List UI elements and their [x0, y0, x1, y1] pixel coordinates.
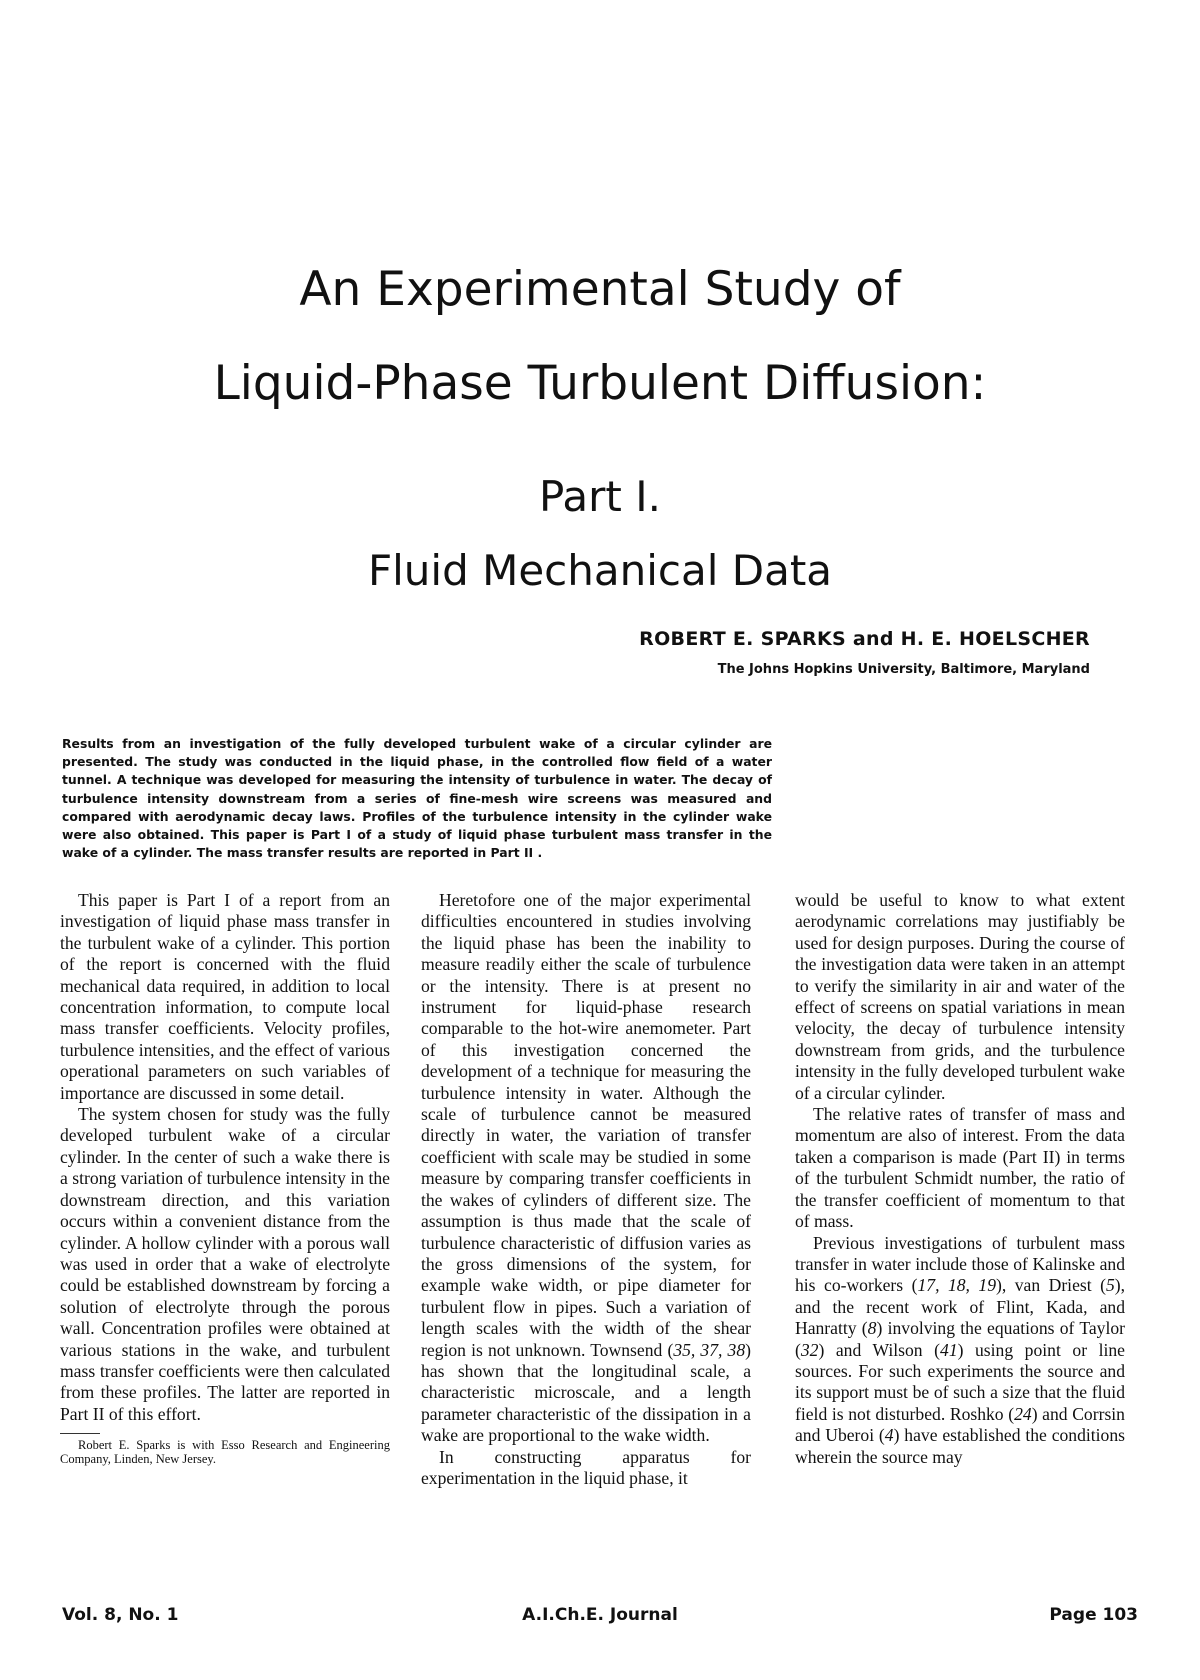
- column-3: [795, 890, 1125, 1468]
- affiliation: The Johns Hopkins University, Baltimore, Maryland: [717, 662, 1090, 677]
- abstract: Results from an investigation of the fully developed turbulent wake of a circular cylinder are presented. The study was conducted in the liquid phase, in the controlled flow field of a water tunnel. A technique was developed for measuring the intensity of turbulence in water. The decay of turbulence intensity downstream from a series of fine-mesh wire screens was measured and compared with aerodynamic decay laws. Profiles of the turbulence intensity in the cylinder wake were also obtained. This paper is Part I of a study of liquid phase turbulent mass transfer in the wake of a cylinder. The mass transfer results are reported in Part II .: [62, 736, 772, 861]
- reference: 24: [1014, 1403, 1032, 1424]
- reference: 32: [800, 1339, 819, 1360]
- reference: 8: [867, 1318, 877, 1339]
- paragraph: would be useful to know to what extent aerodynamic correlations may justifiably be used for design purposes. During the course of the investigation data were taken in an attempt to verify the similarity in air and water of the effect of screens on spatial variations in mean velocity, the decay of turbulence intensity downstream from grids, and the turbulence intensity in the fully developed turbulent wake of a circular cylinder.: [795, 890, 1125, 1103]
- text-run: ), and the recent work of Flint, Kada, and Hanratty (: [795, 1275, 1126, 1339]
- authors: ROBERT E. SPARKS and H. E. HOELSCHER: [639, 628, 1090, 650]
- column-2: [421, 890, 751, 1489]
- title-subtitle: Fluid Mechanical Data: [367, 546, 833, 595]
- text-run: Heretofore one of the major experimental difficulties encountered in studies involving the liquid phase has been the inability to measure readily either the scale of turbulence or the intensity. There is at present no instrument for liquid-phase research comparable to the hot-wire anemometer. Part of this investigation concerned the development of a technique for measuring the turbulence intensity in water. Although the scale of turbulence cannot be measured directly in water, the variation of transfer coefficient with scale may be studied in some measure by comparing transfer coefficients in the wakes of cylinders of different size. The assumption is thus made that the scale of turbulence characteristic of diffusion varies as the gross dimensions of the system, for example wake width, or pipe diameter for turbulent flow in pipes. Such a variation of length scales with the width of the shear region is not unknown. Townsend (: [421, 890, 751, 1360]
- paragraph: This paper is Part I of a report from an investigation of liquid phase mass transfer in the turbulent wake of a cylinder. This portion of the report is concerned with the fluid mechanical data required, in addition to local concentration information, to compute local mass transfer coefficients. Velocity profiles, turbulence intensities, and the effect of various operational parameters on such variables of importance are discussed in some detail.: [60, 890, 390, 1103]
- paragraph: [421, 890, 751, 1447]
- text-run: ) and Wilson (: [818, 1339, 941, 1360]
- footer-journal: A.I.Ch.E. Journal: [522, 1605, 678, 1625]
- footer-page-number: Page 103: [1049, 1605, 1138, 1625]
- text-run: ) using point or line sources. For such experiments the source and its support must be of such a size that the fluid field is not disturbed. Roshko (: [795, 1339, 1125, 1424]
- paragraph: The system chosen for study was the fully developed turbulent wake of a circular cylinder. In the center of such a wake there is a strong variation of turbulence intensity in the downstream direction, and this variation occurs within a convenient distance from the cylinder. A hollow cylinder with a porous wall was used in order that a wake of electrolyte could be established downstream by forcing a solution of electrolyte through the porous wall. Concentration profiles were obtained at various stations in the wake, and turbulent mass transfer coefficients were then calculated from these profiles. The latter are reported in Part II of this effort.: [60, 1104, 390, 1424]
- text-run: ) have established the conditions wherein the source may: [795, 1425, 1125, 1467]
- footnote: Robert E. Sparks is with Esso Research and Engineering Company, Linden, New Jersey.: [60, 1438, 390, 1467]
- paragraph: The relative rates of transfer of mass and momentum are also of interest. From the data taken a comparison is made (Part II) in terms of the turbulent Schmidt number, the ratio of the transfer coefficient of momentum to that of mass.: [795, 1104, 1125, 1232]
- text-run: Previous investigations of turbulent mass transfer in water include those of Kalinske and his co-workers (: [795, 1232, 1125, 1296]
- column-1: [60, 890, 390, 1466]
- footer-volume: Vol. 8, No. 1: [62, 1605, 179, 1625]
- title-line-2: Liquid-Phase Turbulent Diffusion:: [213, 356, 987, 411]
- paragraph: In constructing apparatus for experimentation in the liquid phase, it: [421, 1446, 751, 1488]
- title-line-1: An Experimental Study of: [299, 262, 901, 317]
- text-run: ), van Driest (: [996, 1275, 1106, 1296]
- reference: 35, 37, 38: [673, 1339, 746, 1360]
- text-run: ) and Corrsin and Uberoi (: [795, 1403, 1125, 1446]
- reference: 4: [884, 1425, 894, 1446]
- title-part: Part I.: [538, 472, 661, 521]
- footnote-rule: [60, 1433, 100, 1434]
- reference: 17, 18, 19: [917, 1275, 997, 1296]
- text-run: ) involving the equations of Taylor (: [795, 1318, 1125, 1360]
- reference: 5: [1105, 1275, 1115, 1296]
- text-run: ) has shown that the longitudinal scale, a characteristic microscale, and a length parameter characteristic of the dissipation in a wake are proportional to the wake width.: [421, 1339, 752, 1446]
- paragraph: [795, 1233, 1125, 1468]
- reference: 41: [940, 1339, 958, 1360]
